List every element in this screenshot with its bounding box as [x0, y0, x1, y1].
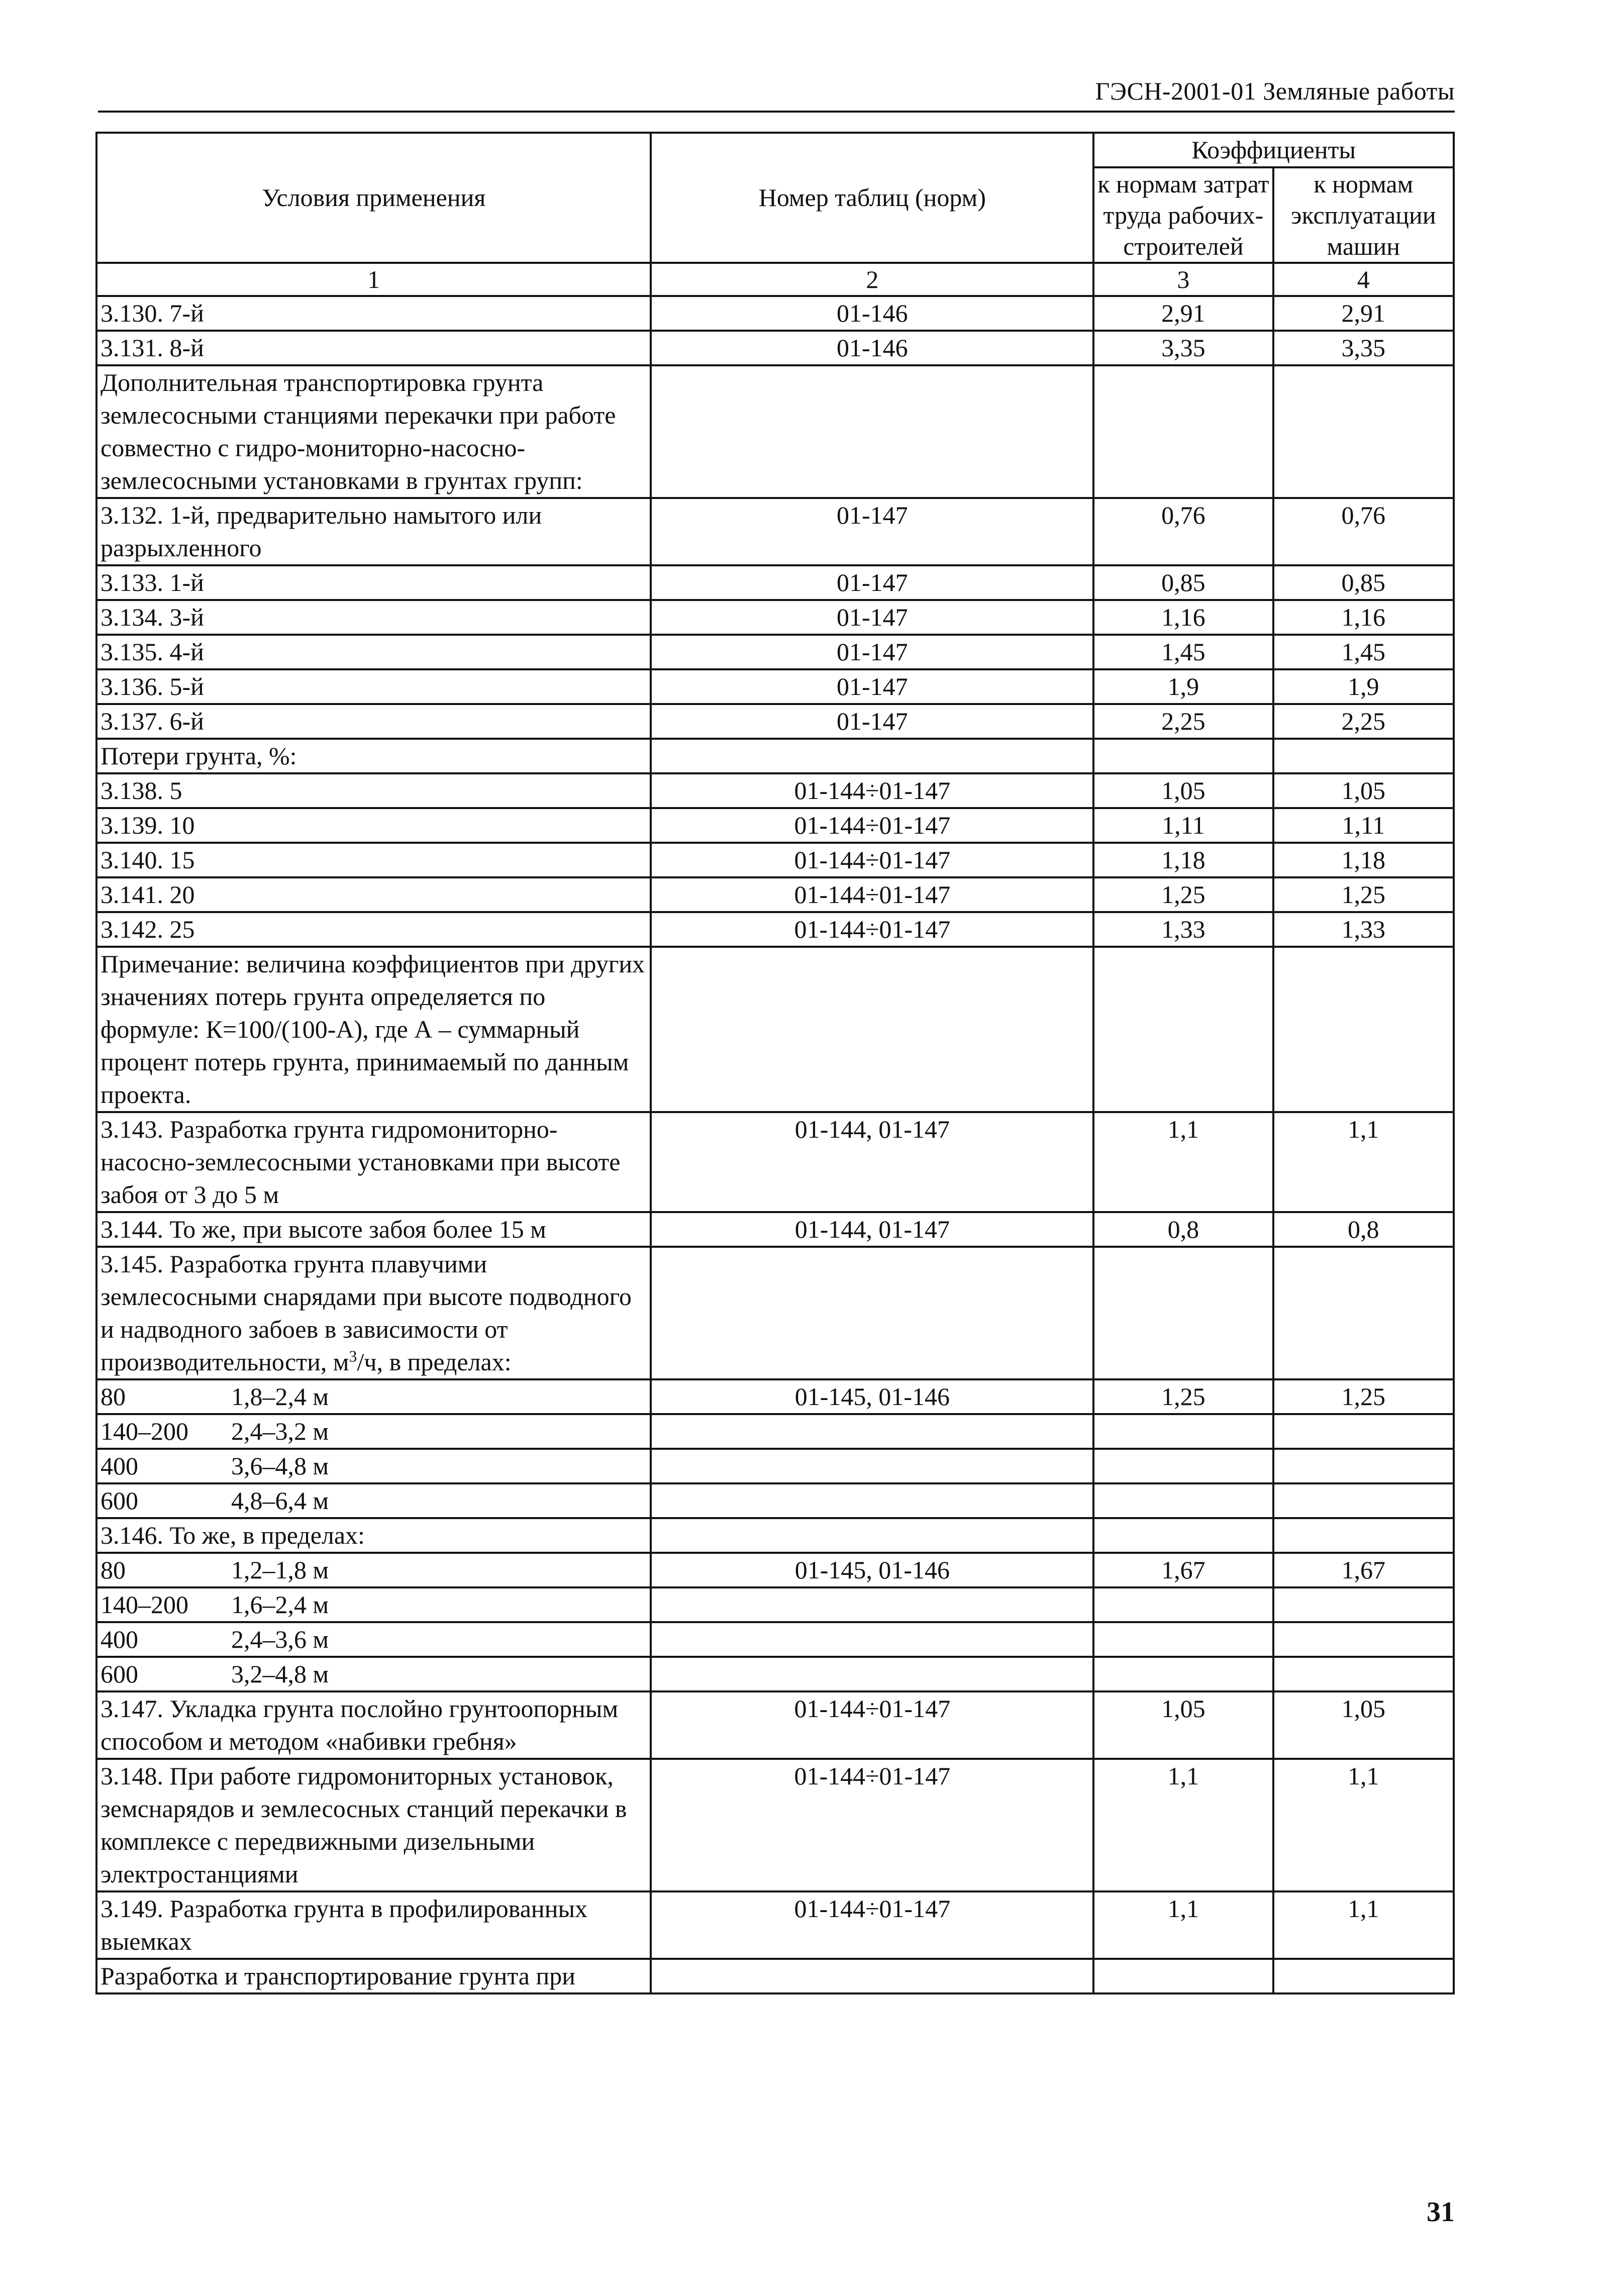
cell-labor-coef: 1,9 [1093, 669, 1273, 704]
cell-conditions [96, 1587, 651, 1622]
table-row [96, 1483, 1454, 1518]
header-machines: к нормам эксплуатации машин [1273, 167, 1454, 263]
cell-labor-coef: 1,67 [1093, 1553, 1273, 1587]
cell-conditions: 3.147. Укладка грунта послойно грунтоопорным способом и методом «набивки гребня» [96, 1691, 651, 1759]
cell-labor-coef: 2,91 [1093, 296, 1273, 331]
cell-machine-coef: 1,16 [1273, 600, 1454, 635]
cell-productivity: 400 [100, 1452, 138, 1480]
table-row [96, 912, 1454, 947]
col-number: 1 [96, 263, 651, 296]
cell-table-number [651, 1483, 1093, 1518]
table-row [96, 1518, 1454, 1553]
cell-machine-coef [1273, 1587, 1454, 1622]
cell-table-number [651, 1959, 1093, 1993]
cell-labor-coef: 1,1 [1093, 1891, 1273, 1959]
cell-table-number: 01-147 [651, 704, 1093, 739]
cell-labor-coef: 1,05 [1093, 1691, 1273, 1759]
cell-conditions [96, 1379, 651, 1414]
col-number: 3 [1093, 263, 1273, 296]
table-row [96, 1379, 1454, 1414]
cell-labor-coef [1093, 1247, 1273, 1379]
cell-face-height: 1,6–2,4 м [231, 1590, 329, 1619]
cell-conditions [96, 1414, 651, 1449]
cell-labor-coef: 2,25 [1093, 704, 1273, 739]
cell-conditions: 3.146. То же, в пределах: [96, 1518, 651, 1553]
table-row [96, 947, 1454, 1112]
table-row [96, 1891, 1454, 1959]
cell-table-number: 01-147 [651, 600, 1093, 635]
table-row [96, 843, 1454, 877]
table-row [96, 877, 1454, 912]
cell-machine-coef: 2,91 [1273, 296, 1454, 331]
table-row [96, 1587, 1454, 1622]
table-row [96, 1959, 1454, 1993]
table-row [96, 498, 1454, 565]
cell-machine-coef [1273, 1959, 1454, 1993]
cell-machine-coef: 0,76 [1273, 498, 1454, 565]
table-row [96, 296, 1454, 331]
cell-table-number: 01-144÷01-147 [651, 843, 1093, 877]
header-labor: к нормам затрат труда рабочих-строителей [1093, 167, 1273, 263]
cell-machine-coef [1273, 1247, 1454, 1379]
cell-table-number [651, 365, 1093, 498]
table-row [96, 600, 1454, 635]
table-row [96, 1247, 1454, 1379]
cell-conditions: 3.130. 7-й [96, 296, 651, 331]
cell-table-number: 01-144÷01-147 [651, 877, 1093, 912]
cell-labor-coef: 1,18 [1093, 843, 1273, 877]
cell-labor-coef [1093, 739, 1273, 773]
cell-conditions [96, 1622, 651, 1657]
cell-face-height: 1,2–1,8 м [231, 1556, 329, 1584]
cell-machine-coef [1273, 1657, 1454, 1691]
cell-productivity: 400 [100, 1625, 138, 1653]
cell-table-number [651, 1587, 1093, 1622]
table-row [96, 1449, 1454, 1483]
cell-labor-coef [1093, 1449, 1273, 1483]
cell-table-number [651, 1518, 1093, 1553]
coefficients-table [95, 132, 1455, 1994]
cell-labor-coef: 1,11 [1093, 808, 1273, 843]
cell-machine-coef: 1,1 [1273, 1759, 1454, 1891]
cell-conditions [96, 1553, 651, 1587]
cell-machine-coef: 1,1 [1273, 1112, 1454, 1212]
cell-conditions: 3.137. 6-й [96, 704, 651, 739]
cell-table-number [651, 1247, 1093, 1379]
cell-conditions: 3.144. То же, при высоте забоя более 15 м [96, 1212, 651, 1247]
cell-conditions [96, 1449, 651, 1483]
cell-conditions: 3.142. 25 [96, 912, 651, 947]
header-title: ГЭСН-2001-01 Земляные работы [1095, 77, 1455, 105]
cell-machine-coef: 1,11 [1273, 808, 1454, 843]
cell-productivity: 140–200 [100, 1417, 188, 1445]
cell-labor-coef: 1,45 [1093, 635, 1273, 669]
cell-table-number: 01-147 [651, 565, 1093, 600]
cell-machine-coef [1273, 1449, 1454, 1483]
cell-conditions: 3.141. 20 [96, 877, 651, 912]
cell-machine-coef [1273, 739, 1454, 773]
cell-labor-coef [1093, 1657, 1273, 1691]
cell-labor-coef [1093, 365, 1273, 498]
table-row [96, 704, 1454, 739]
cell-conditions: 3.136. 5-й [96, 669, 651, 704]
cell-labor-coef: 1,33 [1093, 912, 1273, 947]
cell-table-number: 01-144÷01-147 [651, 1891, 1093, 1959]
cell-labor-coef [1093, 947, 1273, 1112]
cell-text: 3.145. Разработка грунта плавучими землесосными снарядами при высоте подводного и надводного забоев в зависимости от производительности, м [100, 1250, 632, 1376]
cell-machine-coef [1273, 1622, 1454, 1657]
cell-machine-coef: 1,9 [1273, 669, 1454, 704]
table-body [96, 296, 1454, 1993]
cell-text: /ч, в пределах: [357, 1348, 512, 1376]
cell-labor-coef: 1,25 [1093, 877, 1273, 912]
cell-table-number [651, 1449, 1093, 1483]
cell-table-number: 01-144, 01-147 [651, 1212, 1093, 1247]
cell-face-height: 3,6–4,8 м [231, 1452, 329, 1480]
col-number: 2 [651, 263, 1093, 296]
cell-machine-coef: 1,1 [1273, 1891, 1454, 1959]
cell-productivity: 600 [100, 1486, 138, 1515]
cell-conditions: 3.132. 1-й, предварительно намытого или разрыхленного [96, 498, 651, 565]
cell-machine-coef [1273, 1414, 1454, 1449]
cell-table-number: 01-147 [651, 635, 1093, 669]
cell-labor-coef: 1,25 [1093, 1379, 1273, 1414]
cell-conditions [96, 1657, 651, 1691]
cell-face-height: 2,4–3,2 м [231, 1417, 329, 1445]
cell-table-number: 01-144÷01-147 [651, 1759, 1093, 1891]
cell-machine-coef [1273, 1518, 1454, 1553]
table-row [96, 1622, 1454, 1657]
cell-conditions: 3.135. 4-й [96, 635, 651, 669]
cell-machine-coef: 1,05 [1273, 773, 1454, 808]
table-row [96, 773, 1454, 808]
cell-machine-coef: 1,67 [1273, 1553, 1454, 1587]
cell-conditions: 3.148. При работе гидромониторных установок, земснарядов и землесосных станций перекачки в комплексе с передвижными дизельными электростанциями [96, 1759, 651, 1891]
table-row [96, 565, 1454, 600]
cell-conditions [96, 1247, 651, 1379]
table-row [96, 1759, 1454, 1891]
cell-machine-coef [1273, 1483, 1454, 1518]
cell-face-height: 3,2–4,8 м [231, 1660, 329, 1688]
cell-table-number [651, 1622, 1093, 1657]
cell-labor-coef [1093, 1518, 1273, 1553]
header-coefficients: Коэффициенты [1093, 133, 1454, 167]
cell-labor-coef [1093, 1483, 1273, 1518]
cell-machine-coef: 1,18 [1273, 843, 1454, 877]
cell-machine-coef: 1,05 [1273, 1691, 1454, 1759]
cell-machine-coef: 1,45 [1273, 635, 1454, 669]
cell-conditions: 3.149. Разработка грунта в профилированных выемках [96, 1891, 651, 1959]
table-row [96, 331, 1454, 365]
cell-conditions: 3.133. 1-й [96, 565, 651, 600]
cell-labor-coef: 3,35 [1093, 331, 1273, 365]
cell-table-number: 01-147 [651, 498, 1093, 565]
cell-face-height: 4,8–6,4 м [231, 1486, 329, 1515]
cell-labor-coef: 1,1 [1093, 1112, 1273, 1212]
table-row [96, 1657, 1454, 1691]
cell-machine-coef: 2,25 [1273, 704, 1454, 739]
table-row [96, 635, 1454, 669]
cell-table-number [651, 1657, 1093, 1691]
cell-productivity: 600 [100, 1660, 138, 1688]
cell-conditions: Разработка и транспортирование грунта при [96, 1959, 651, 1993]
cell-labor-coef: 1,16 [1093, 600, 1273, 635]
header-conditions: Условия применения [96, 133, 651, 263]
cell-table-number [651, 739, 1093, 773]
cell-machine-coef: 0,85 [1273, 565, 1454, 600]
cell-face-height: 1,8–2,4 м [231, 1382, 329, 1411]
cell-conditions: 3.140. 15 [96, 843, 651, 877]
header-table-number: Номер таблиц (норм) [651, 133, 1093, 263]
page-header [98, 70, 1455, 113]
cell-machine-coef: 1,25 [1273, 877, 1454, 912]
cell-table-number: 01-144÷01-147 [651, 1691, 1093, 1759]
table-row [96, 1414, 1454, 1449]
cell-labor-coef [1093, 1587, 1273, 1622]
cell-face-height: 2,4–3,6 м [231, 1625, 329, 1653]
cell-productivity: 80 [100, 1382, 126, 1411]
cell-productivity: 140–200 [100, 1590, 188, 1619]
cell-labor-coef: 0,76 [1093, 498, 1273, 565]
cell-conditions: 3.134. 3-й [96, 600, 651, 635]
cell-table-number: 01-144, 01-147 [651, 1112, 1093, 1212]
table-row [96, 669, 1454, 704]
cell-labor-coef: 0,85 [1093, 565, 1273, 600]
col-number: 4 [1273, 263, 1454, 296]
cell-machine-coef: 1,33 [1273, 912, 1454, 947]
cell-machine-coef [1273, 947, 1454, 1112]
cell-machine-coef: 1,25 [1273, 1379, 1454, 1414]
cell-machine-coef: 0,8 [1273, 1212, 1454, 1247]
page-number: 31 [1427, 2197, 1455, 2228]
cell-table-number [651, 947, 1093, 1112]
cell-conditions [96, 1483, 651, 1518]
table-row [96, 1691, 1454, 1759]
cell-table-number [651, 1414, 1093, 1449]
cell-labor-coef: 0,8 [1093, 1212, 1273, 1247]
cell-conditions: 3.139. 10 [96, 808, 651, 843]
table-row [96, 365, 1454, 498]
cell-machine-coef: 3,35 [1273, 331, 1454, 365]
cell-labor-coef [1093, 1622, 1273, 1657]
cell-conditions: Примечание: величина коэффициентов при других значениях потерь грунта определяется по формуле: К=100/(100-А), где А – суммарный процент потерь грунта, принимаемый по данным проекта. [96, 947, 651, 1112]
cell-labor-coef [1093, 1414, 1273, 1449]
cell-table-number: 01-144÷01-147 [651, 773, 1093, 808]
cell-table-number: 01-145, 01-146 [651, 1379, 1093, 1414]
cell-labor-coef [1093, 1959, 1273, 1993]
table-row [96, 739, 1454, 773]
cell-table-number: 01-144÷01-147 [651, 912, 1093, 947]
cell-conditions: Потери грунта, %: [96, 739, 651, 773]
table-row [96, 1212, 1454, 1247]
cell-conditions: Дополнительная транспортировка грунта землесосными станциями перекачки при работе совместно с гидро-мониторно-насосно-землесосными установками в грунтах групп: [96, 365, 651, 498]
cell-productivity: 80 [100, 1556, 126, 1584]
cell-conditions: 3.131. 8-й [96, 331, 651, 365]
cell-table-number: 01-145, 01-146 [651, 1553, 1093, 1587]
cell-machine-coef [1273, 365, 1454, 498]
cell-conditions: 3.143. Разработка грунта гидромониторно-насосно-землесосными установками при высоте забоя от 3 до 5 м [96, 1112, 651, 1212]
table-row [96, 1553, 1454, 1587]
table-row [96, 1112, 1454, 1212]
superscript: 3 [349, 1347, 357, 1365]
cell-labor-coef: 1,05 [1093, 773, 1273, 808]
cell-conditions: 3.138. 5 [96, 773, 651, 808]
cell-table-number: 01-146 [651, 296, 1093, 331]
cell-table-number: 01-146 [651, 331, 1093, 365]
table-row [96, 808, 1454, 843]
cell-labor-coef: 1,1 [1093, 1759, 1273, 1891]
cell-table-number: 01-147 [651, 669, 1093, 704]
cell-table-number: 01-144÷01-147 [651, 808, 1093, 843]
